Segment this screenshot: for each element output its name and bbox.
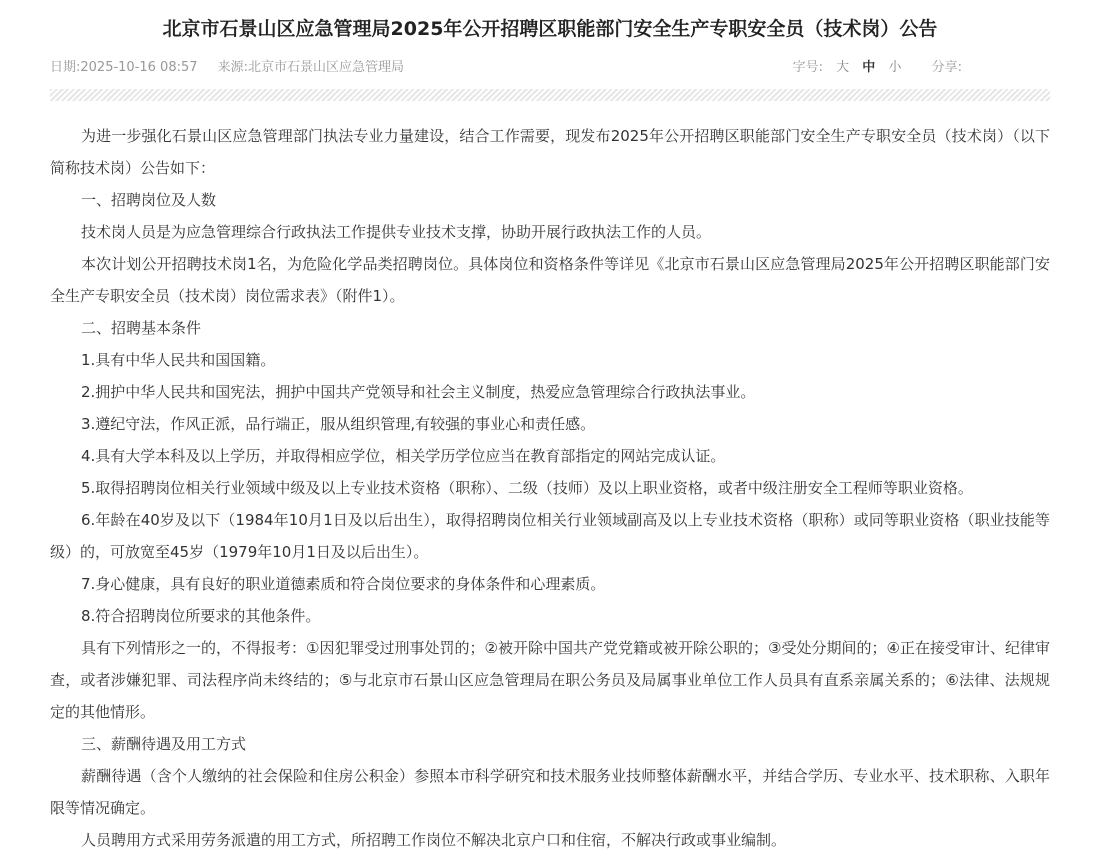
meta-left xyxy=(50,58,420,78)
article-body xyxy=(50,120,1050,856)
condition-item: 2.拥护中华人民共和国宪法，拥护中国共产党领导和社会主义制度，热爱应急管理综合行政执法事业。 xyxy=(81,383,756,401)
paragraph: 技术岗人员是为应急管理综合行政执法工作提供专业技术支撑，协助开展行政执法工作的人员。 xyxy=(81,223,712,241)
exclusion-paragraph: 具有下列情形之一的，不得报考：①因犯罪受过刑事处罚的；②被开除中国共产党党籍或被开除公职的；③受处分期间的；④正在接受审计、纪律审查，或者涉嫌犯罪、司法程序尚未终结的；⑤与北京市石景山区应急管理局在职公务员及局属事业单位工作人员具有直系亲属关系的；⑥法律、法规规定的其他情形。 xyxy=(50,639,1050,721)
meta-right xyxy=(787,58,962,78)
section-heading-conditions: 二、招聘基本条件 xyxy=(81,319,202,337)
intro-paragraph: 为进一步强化石景山区应急管理部门执法专业力量建设，结合工作需要，现发布2025年公开招聘区职能部门安全生产专职安全员（技术岗）（以下简称技术岗）公告如下： xyxy=(50,127,1050,177)
section-heading-salary: 三、薪酬待遇及用工方式 xyxy=(81,735,247,753)
condition-item: 4.具有大学本科及以上学历，并取得相应学位，相关学历学位应当在教育部指定的网站完成认证。 xyxy=(81,447,726,465)
condition-item: 7.身心健康，具有良好的职业道德素质和符合岗位要求的身体条件和心理素质。 xyxy=(81,575,606,593)
font-size-large-button[interactable]: 大 xyxy=(836,60,850,75)
font-size-small-button[interactable]: 小 xyxy=(888,60,902,75)
article-meta xyxy=(50,58,1050,78)
font-size-medium-button[interactable]: 中 xyxy=(862,60,876,75)
paragraph: 薪酬待遇（含个人缴纳的社会保险和住房公积金）参照本市科学研究和技术服务业技师整体薪酬水平，并结合学历、专业水平、技术职称、入职年限等情况确定。 xyxy=(50,767,1050,817)
paragraph: 人员聘用方式采用劳务派遣的用工方式，所招聘工作岗位不解决北京户口和住宿，不解决行政或事业编制。 xyxy=(81,831,787,849)
hatched-divider xyxy=(50,89,1050,101)
condition-item: 1.具有中华人民共和国国籍。 xyxy=(81,351,276,369)
page-title: 北京市石景山区应急管理局2025年公开招聘区职能部门安全生产专职安全员（技术岗）公告 xyxy=(162,18,938,40)
section-heading-positions: 一、招聘岗位及人数 xyxy=(81,191,217,209)
article-source: 来源:北京市石景山区应急管理局 xyxy=(217,60,405,75)
condition-item: 8.符合招聘岗位所要求的其他条件。 xyxy=(81,607,321,625)
condition-item: 5.取得招聘岗位相关行业领域中级及以上专业技术资格（职称）、二级（技师）及以上职业资格，或者中级注册安全工程师等职业资格。 xyxy=(81,479,973,497)
condition-item: 6.年龄在40岁及以下（1984年10月1日及以后出生），取得招聘岗位相关行业领域副高及以上专业技术资格（职称）或同等职业资格（职业技能等级）的，可放宽至45岁（1979年10月1日及以后出生）。 xyxy=(50,511,1050,561)
publish-date: 日期:2025-10-16 08:57 xyxy=(50,60,198,75)
paragraph: 本次计划公开招聘技术岗1名，为危险化学品类招聘岗位。具体岗位和资格条件等详见《北京市石景山区应急管理局2025年公开招聘区职能部门安全生产专职安全员（技术岗）岗位需求表》（附件1）。 xyxy=(50,255,1050,305)
share-label: 分享: xyxy=(931,60,962,75)
font-size-label: 字号: xyxy=(792,60,823,75)
condition-item: 3.遵纪守法，作风正派，品行端正，服从组织管理,有较强的事业心和责任感。 xyxy=(81,415,596,433)
